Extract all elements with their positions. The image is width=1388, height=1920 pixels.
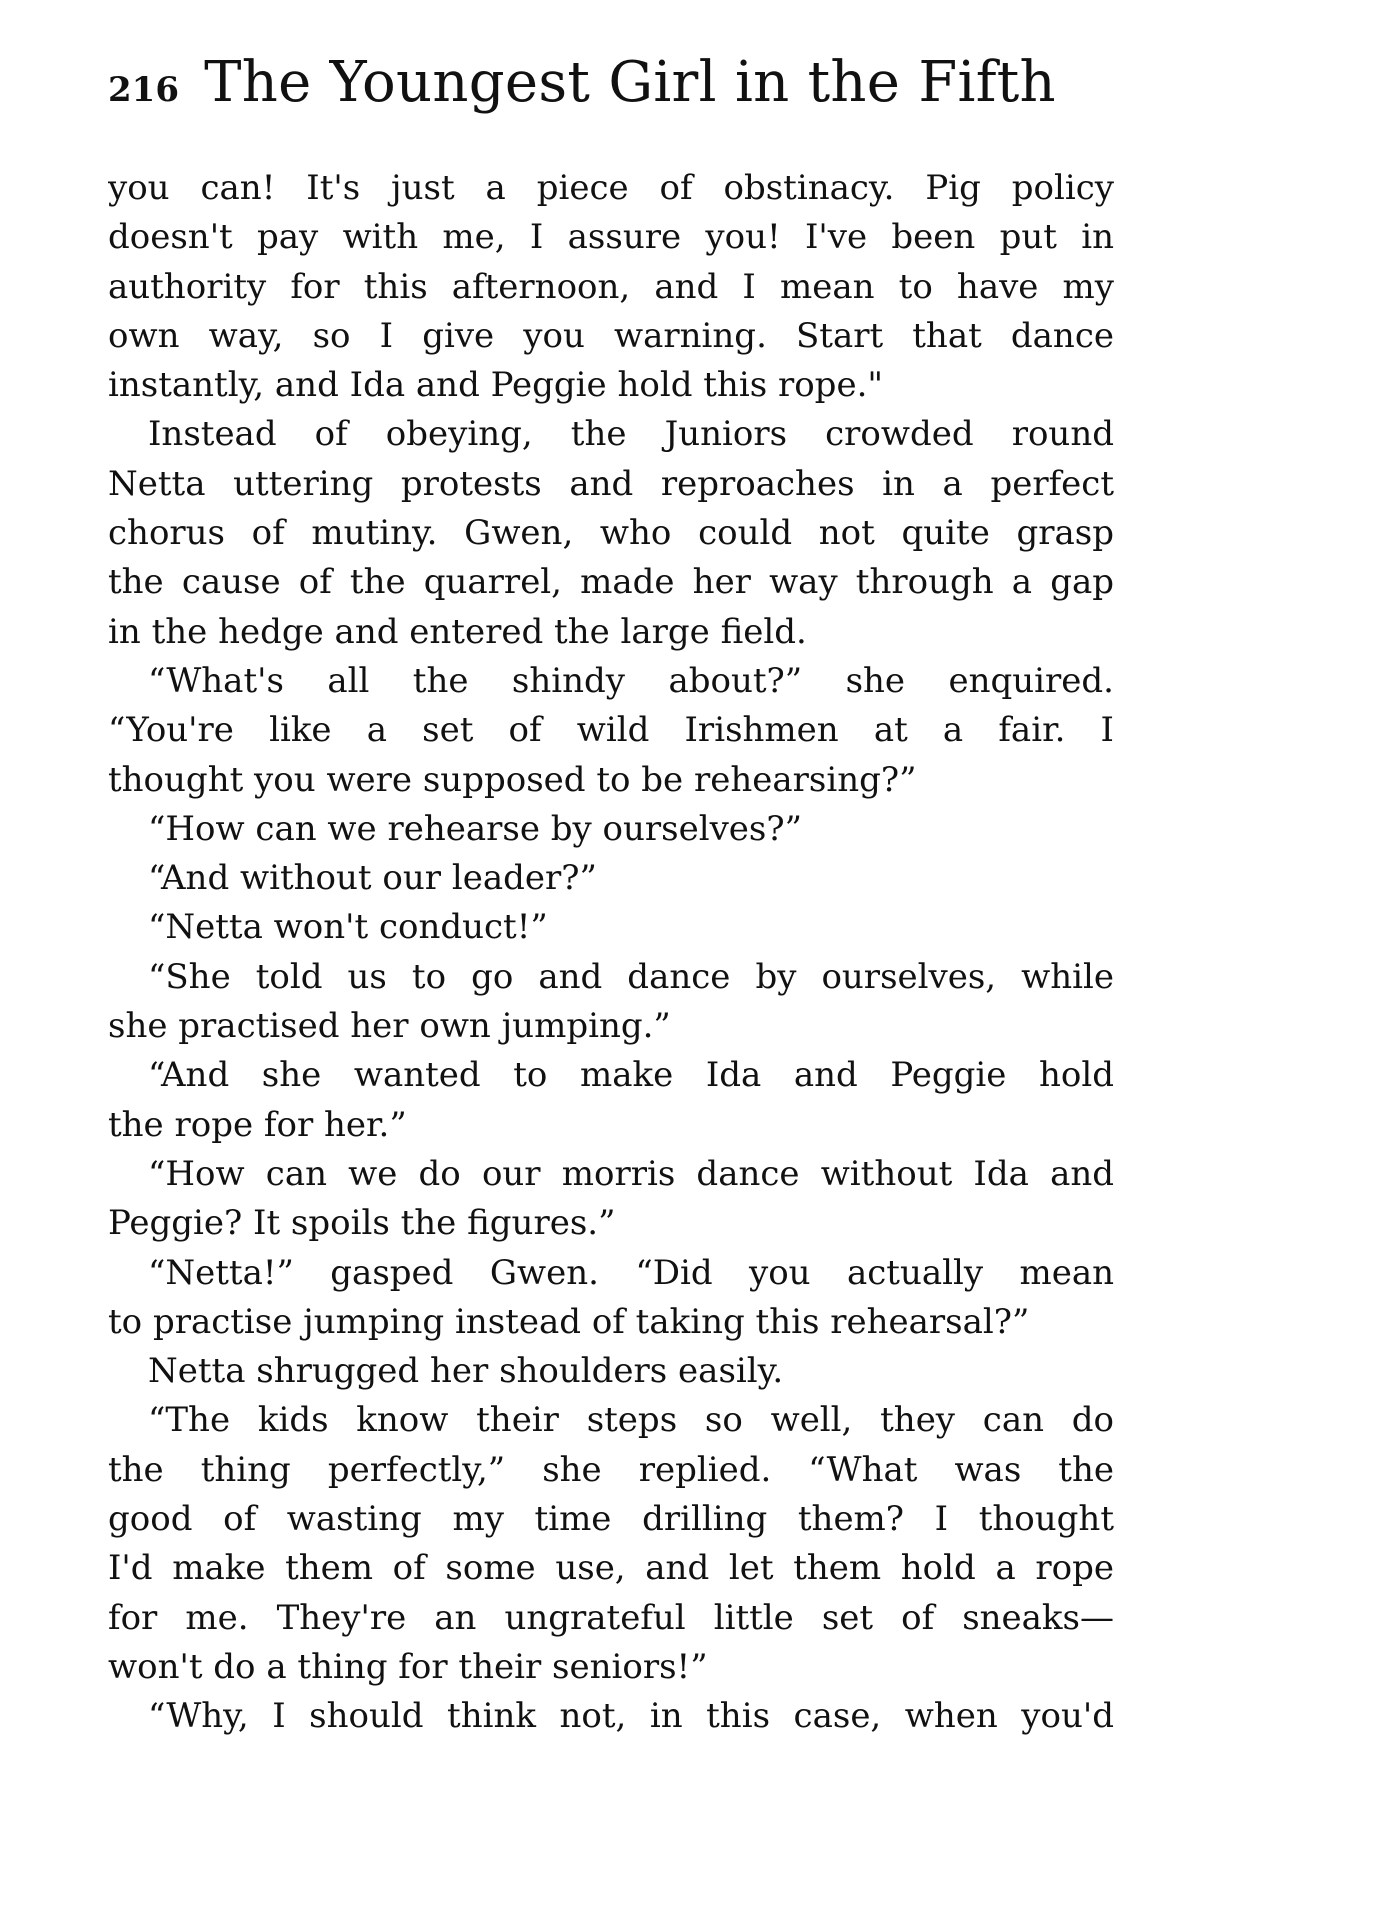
running-head: [108, 50, 1056, 115]
text-line: “The kids know their steps so well, they can do: [148, 1400, 1114, 1441]
body-text: [108, 164, 1114, 1742]
text-line: good of wasting my time drilling them? I thought: [108, 1499, 1114, 1540]
running-title: The Youngest Girl in the Fifth: [204, 50, 1056, 115]
text-line: “What's all the shindy about?” she enquired.: [148, 660, 1114, 701]
text-line: Peggie? It spoils the figures.”: [108, 1203, 616, 1244]
text-line: she practised her own jumping.”: [108, 1006, 671, 1047]
text-line: “How can we rehearse by ourselves?”: [148, 808, 802, 849]
text-line: authority for this afternoon, and I mean to have my: [108, 266, 1114, 307]
page-number: 216: [108, 70, 179, 110]
text-line: “Netta!” gasped Gwen. “Did you actually mean: [148, 1252, 1114, 1293]
text-line: Netta uttering protests and reproaches in a perfect: [108, 463, 1114, 504]
text-line: instantly, and Ida and Peggie hold this rope.": [108, 365, 884, 406]
text-line: you can! It's just a piece of obstinacy. Pig policy: [108, 168, 1114, 208]
text-line: “You're like a set of wild Irishmen at a fair. I: [108, 710, 1114, 751]
text-line: chorus of mutiny. Gwen, who could not quite grasp: [108, 513, 1114, 554]
text-line: Netta shrugged her shoulders easily.: [148, 1351, 784, 1392]
text-line: “Why, I should think not, in this case, when you'd: [148, 1696, 1114, 1737]
text-line: doesn't pay with me, I assure you! I've been put in: [108, 217, 1114, 258]
text-line: “And she wanted to make Ida and Peggie hold: [148, 1055, 1114, 1096]
text-line: the cause of the quarrel, made her way through a gap: [108, 562, 1114, 603]
text-line: to practise jumping instead of taking this rehearsal?”: [108, 1301, 1030, 1342]
text-line: I'd make them of some use, and let them hold a rope: [108, 1548, 1114, 1589]
text-line: for me. They're an ungrateful little set of sneaks—: [108, 1597, 1114, 1638]
text-line: the thing perfectly,” she replied. “What was the: [108, 1449, 1114, 1490]
text-line: “And without our leader?”: [148, 858, 597, 899]
text-line: Instead of obeying, the Juniors crowded round: [148, 414, 1114, 455]
text-line: won't do a thing for their seniors!”: [108, 1646, 708, 1687]
text-line: own way, so I give you warning. Start that dance: [108, 315, 1114, 356]
text-line: “She told us to go and dance by ourselves, while: [148, 956, 1114, 997]
text-line: “How can we do our morris dance without Ida and: [148, 1153, 1114, 1194]
text-line: the rope for her.”: [108, 1104, 407, 1145]
text-line: thought you were supposed to be rehearsing?”: [108, 759, 917, 800]
text-line: “Netta won't conduct!”: [148, 907, 548, 948]
text-line: in the hedge and entered the large field.: [108, 611, 807, 652]
